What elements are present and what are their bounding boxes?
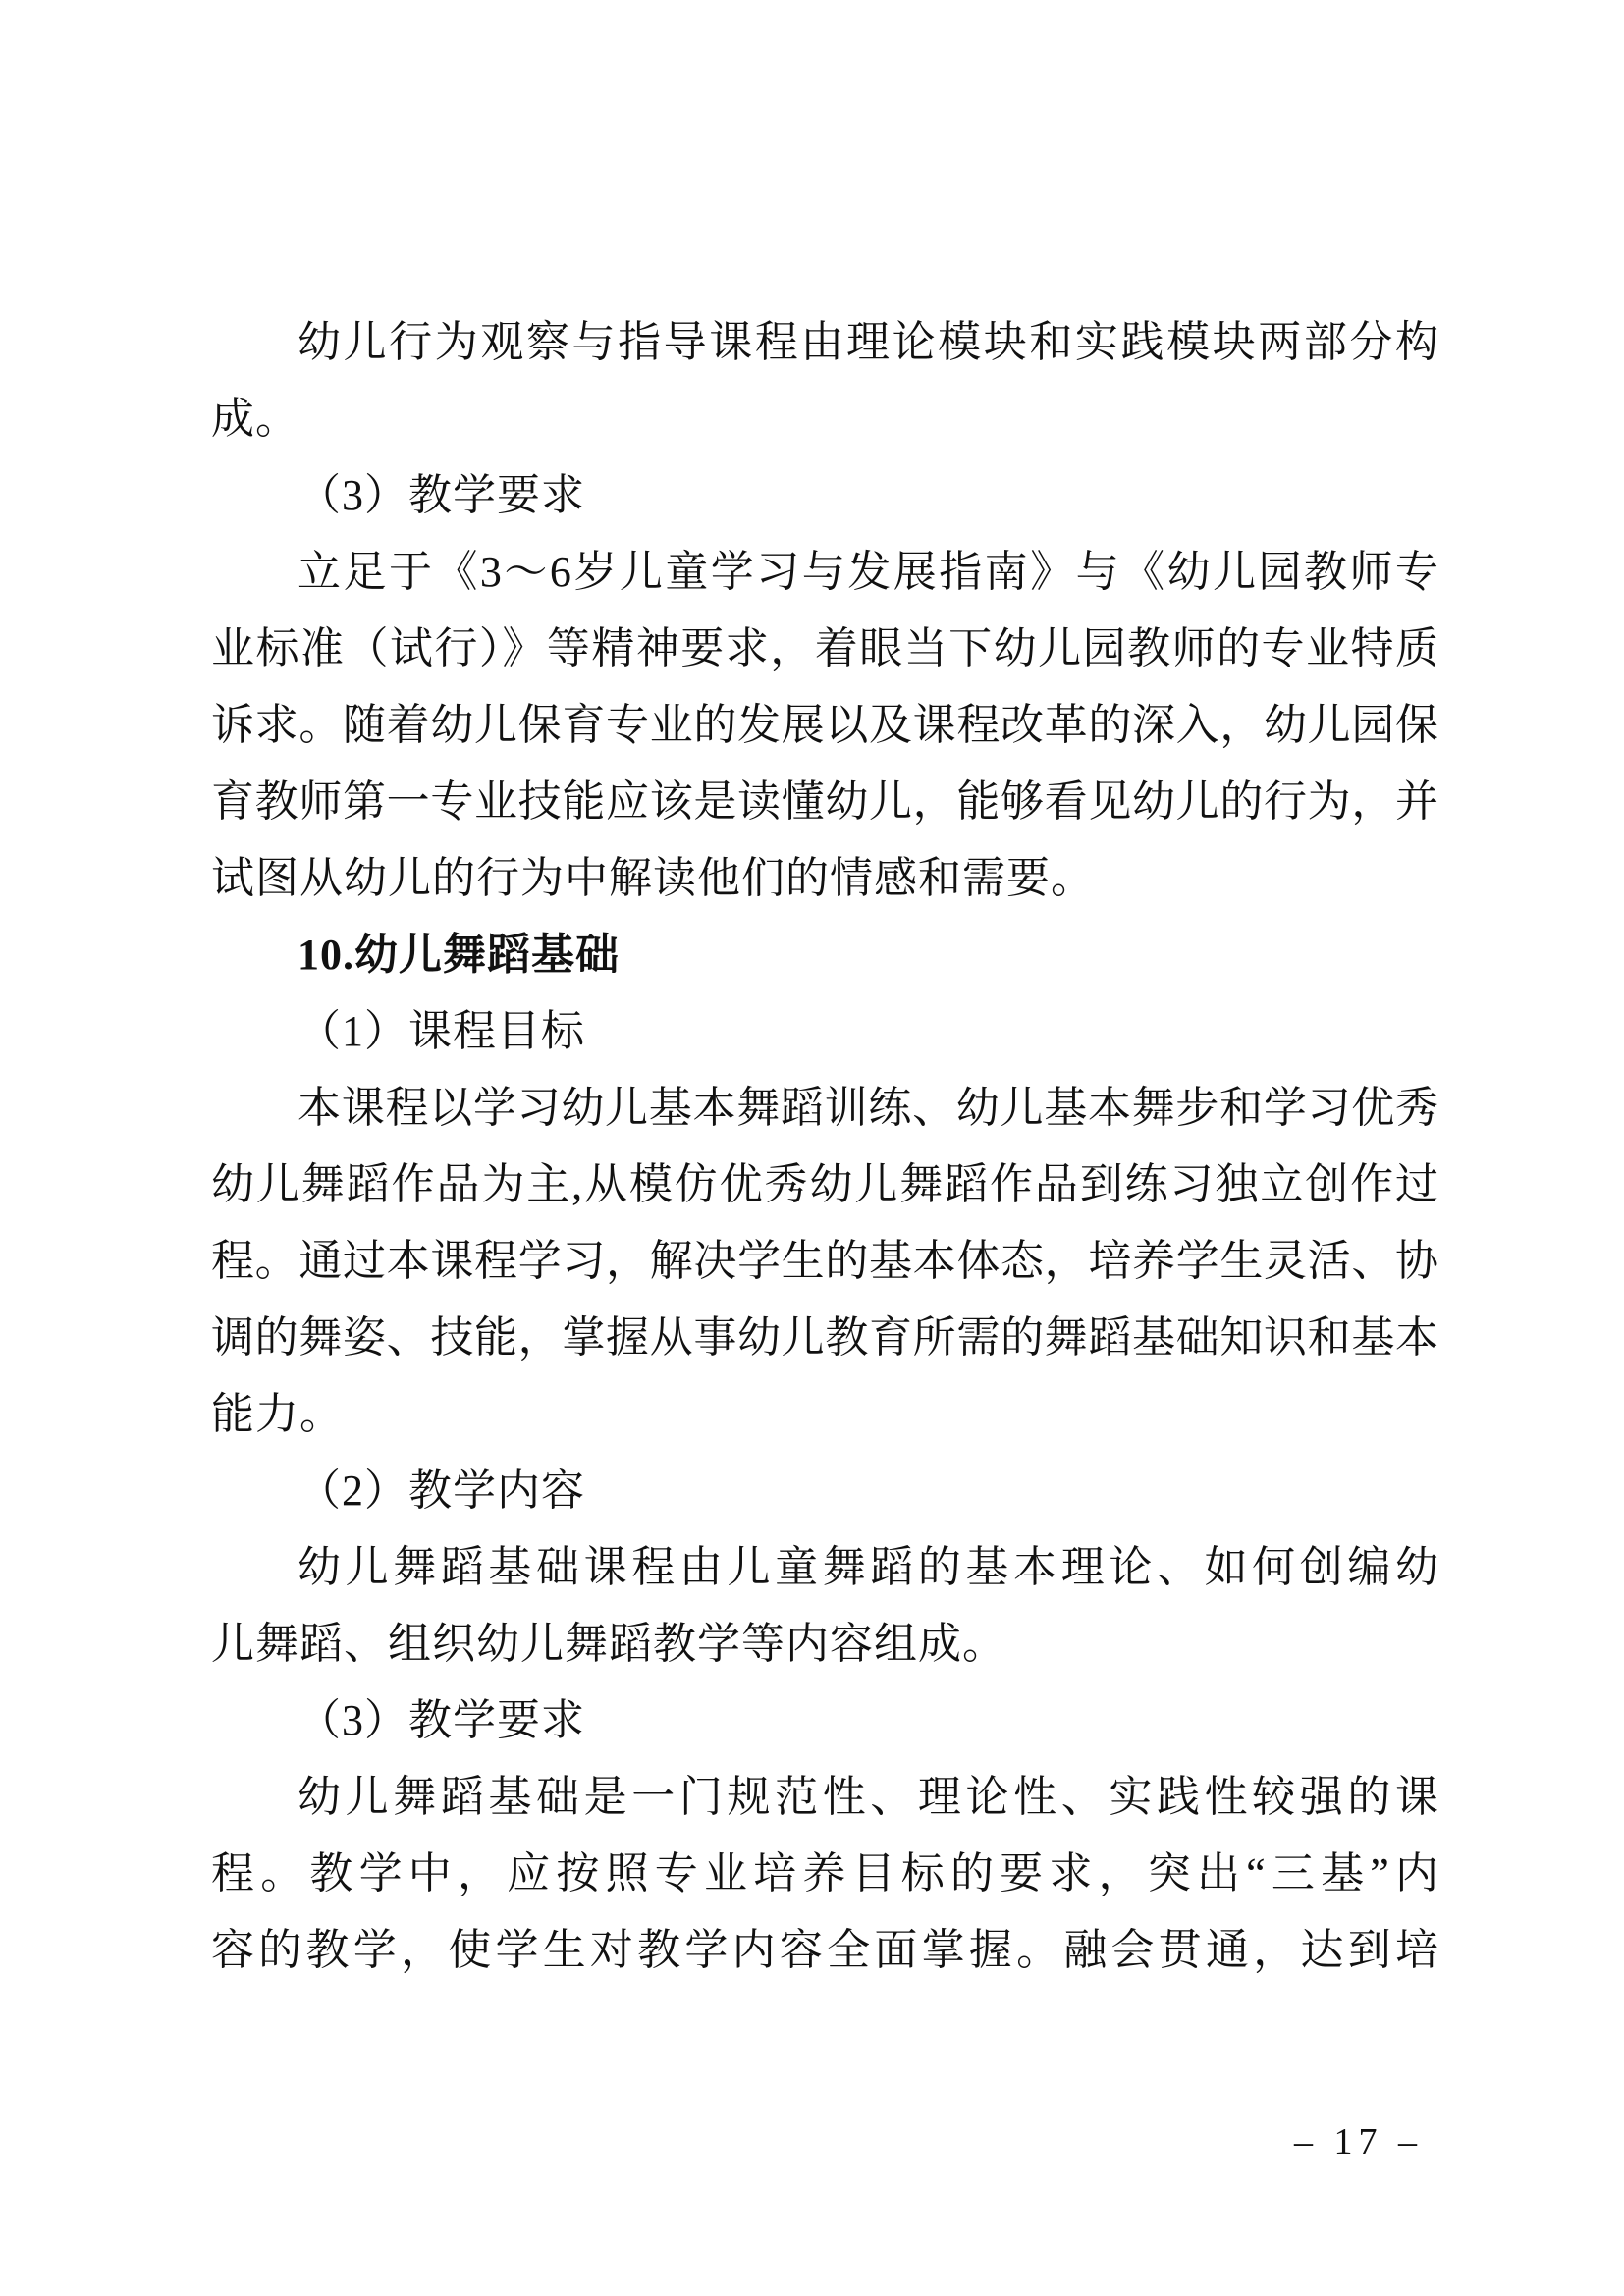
- text-line: （2）教学内容: [298, 1467, 585, 1515]
- text-line: 试图从幼儿的行为中解读他们的情感和需要。: [211, 854, 1095, 902]
- text-line: 幼儿舞蹈作品为主,从模仿优秀幼儿舞蹈作品到练习独立创作过: [211, 1160, 1438, 1208]
- page-number: – 17 –: [1294, 2121, 1423, 2163]
- text-line: 程。通过本课程学习，解决学生的基本体态，培养学生灵活、协: [211, 1237, 1438, 1285]
- text-line: 容的教学，使学生对教学内容全面掌握。融会贯通，达到培: [211, 1926, 1438, 1974]
- text-line: 幼儿行为观察与指导课程由理论模块和实践模块两部分构: [298, 318, 1438, 366]
- text-line: 本课程以学习幼儿基本舞蹈训练、幼儿基本舞步和学习优秀: [298, 1084, 1438, 1132]
- text-line: 立足于《3～6岁儿童学习与发展指南》与《幼儿园教师专: [298, 548, 1438, 596]
- text-line: 儿舞蹈、组织幼儿舞蹈教学等内容组成。: [211, 1620, 1006, 1668]
- text-line: 幼儿舞蹈基础课程由儿童舞蹈的基本理论、如何创编幼: [298, 1543, 1438, 1591]
- text-line: 业标准（试行）》等精神要求，着眼当下幼儿园教师的专业特质: [211, 624, 1438, 672]
- text-line: （3）教学要求: [298, 471, 585, 519]
- text-line: 程。教学中，应按照专业培养目标的要求，突出“三基”内: [211, 1849, 1438, 1897]
- text-line: 成。: [211, 395, 299, 443]
- text-line: 幼儿舞蹈基础是一门规范性、理论性、实践性较强的课: [298, 1773, 1438, 1821]
- text-line: 育教师第一专业技能应该是读懂幼儿，能够看见幼儿的行为，并: [211, 777, 1438, 826]
- text-line: 能力。: [211, 1390, 344, 1438]
- text-line: （3）教学要求: [298, 1696, 585, 1744]
- text-line: 诉求。随着幼儿保育专业的发展以及课程改革的深入，幼儿园保: [211, 701, 1438, 749]
- text-line: 调的舞姿、技能，掌握从事幼儿教育所需的舞蹈基础知识和基本: [211, 1313, 1438, 1362]
- text-line: 10.幼儿舞蹈基础: [298, 931, 620, 979]
- text-line: （1）课程目标: [298, 1007, 585, 1055]
- document-body: [211, 304, 1438, 1989]
